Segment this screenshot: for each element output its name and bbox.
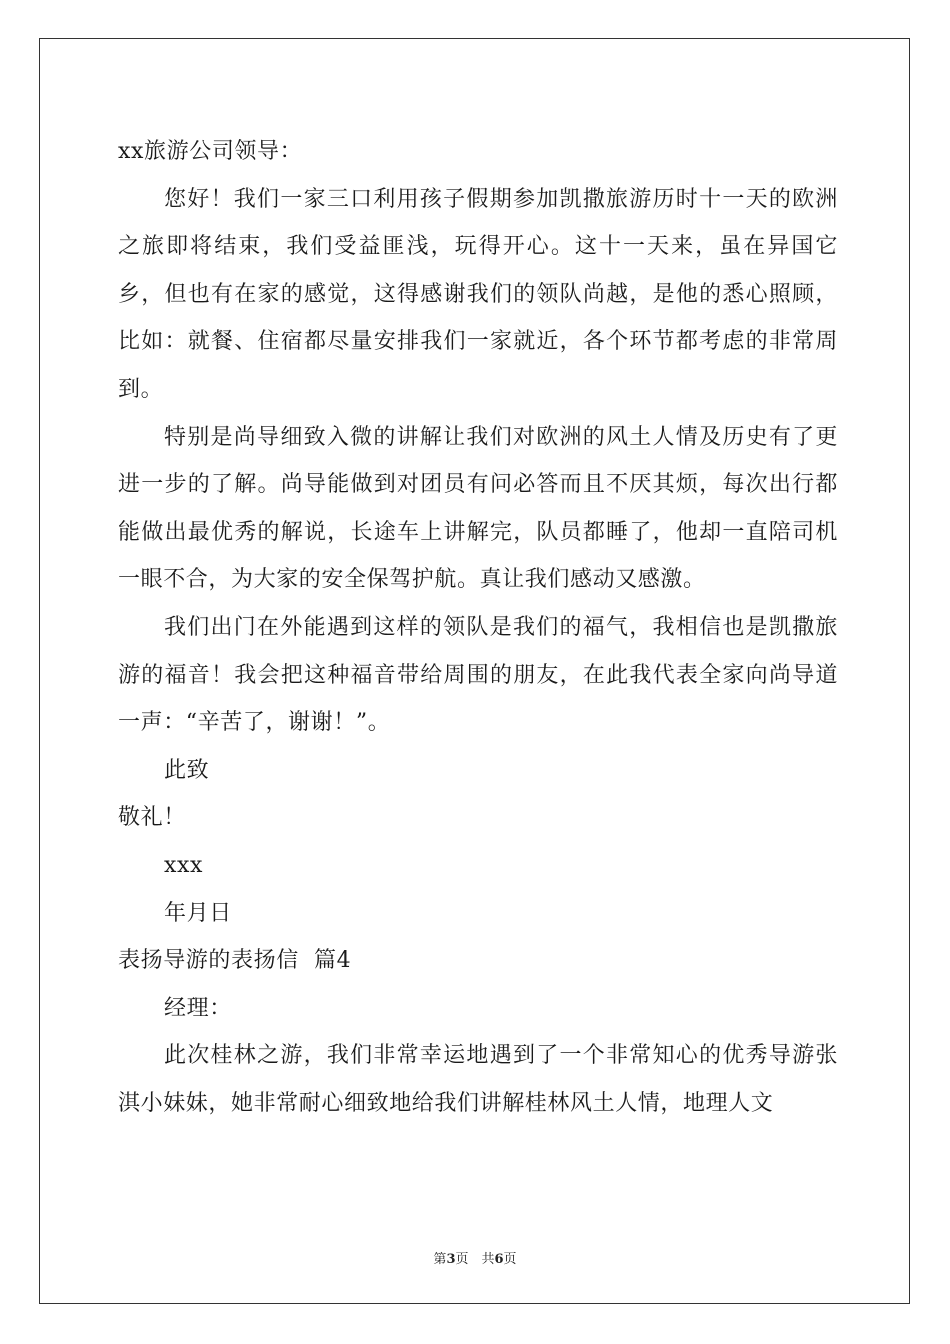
total-page-number: 6 bbox=[494, 1252, 504, 1267]
section-title: 表扬导游的表扬信 篇4 bbox=[118, 948, 352, 974]
page-footer bbox=[0, 1248, 950, 1267]
page-label-mid: 页 共 bbox=[455, 1252, 495, 1267]
paragraph-3: 我们出门在外能遇到这样的领队是我们的福气，我相信也是凯撒旅游的福音！我会把这种福音带给周围的朋友，在此我代表全家向尚导道一声：“辛苦了，谢谢！”。 bbox=[118, 614, 838, 736]
document-body bbox=[118, 128, 838, 1127]
page-label-prefix: 第 bbox=[433, 1252, 447, 1267]
salutation: xx旅游公司领导： bbox=[118, 139, 303, 164]
paragraph-4: 此次桂林之游，我们非常幸运地遇到了一个非常知心的优秀导游张淇小妹妹，她非常耐心细致地给我们讲解桂林风土人情，地理人文 bbox=[118, 1043, 838, 1116]
signature: xxx bbox=[164, 852, 204, 878]
paragraph-1: 您好！我们一家三口利用孩子假期参加凯撒旅游历时十一天的欧洲之旅即将结束，我们受益匪浅，玩得开心。这十一天来，虽在异国它乡，但也有在家的感觉，这得感谢我们的领队尚越，是他的悉心照顾，比如：就餐、住宿都尽量安排我们一家就近，各个环节都考虑的非常周到。 bbox=[118, 186, 838, 402]
date-line: 年月日 bbox=[164, 900, 232, 926]
paragraph-2: 特别是尚导细致入微的讲解让我们对欧洲的风土人情及历史有了更进一步的了解。尚导能做到对团员有问必答而且不厌其烦，每次出行都能做出最优秀的解说，长途车上讲解完，队员都睡了，他却一直陪司机一眼不合，为大家的安全保驾护航。真让我们感动又感激。 bbox=[118, 424, 838, 593]
current-page-number: 3 bbox=[446, 1252, 456, 1267]
salutation-2: 经理： bbox=[164, 995, 232, 1021]
page-label-suffix: 页 bbox=[503, 1252, 517, 1267]
closing-phrase: 此致 bbox=[164, 757, 210, 783]
closing-salute: 敬礼！ bbox=[118, 805, 186, 831]
